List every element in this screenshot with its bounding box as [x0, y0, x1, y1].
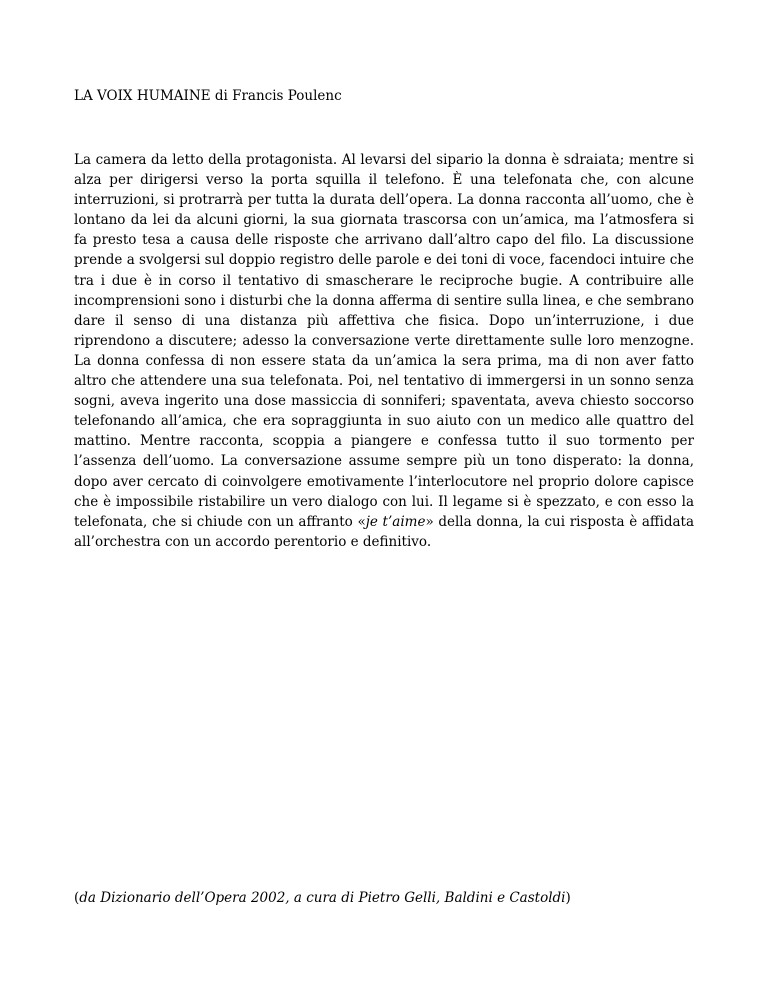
citation-paren-close: )	[565, 890, 571, 906]
quote-je-taime: je t’aime	[365, 513, 426, 530]
quote-open-mark: «	[357, 513, 366, 530]
quote-close-mark: »	[425, 513, 434, 530]
document-title: LA VOIX HUMAINE di Francis Poulenc	[74, 88, 342, 104]
source-citation	[74, 888, 571, 908]
synopsis-text: La camera da letto della protagonista. Al levarsi del sipario la donna è sdraiata; mentre si alza per dirigersi verso la porta squilla il telefono. È una telefonata che, con alcune interruzioni, si protrarrà per tutta la durata dell’opera. La donna racconta all’uomo, che è lontano da lei da alcuni giorni, la sua giornata trascorsa con un’amica, ma l’atmosfera si fa presto tesa a causa delle risposte che arrivano dall’altro capo del filo. La discussione prende a svolgersi sul doppio registro delle parole e dei toni di voce, facendoci intuire che tra i due è in corso il tentativo di smascherare le reciproche bugie. A contribuire alle incomprensioni sono i disturbi che la donna afferma di sentire sulla linea, e che sembrano dare il senso di una distanza più affettiva che fisica. Dopo un’interruzione, i due riprendono a discutere; adesso la conversazione verte direttamente sulle loro menzogne. La donna confessa di non essere stata da un’amica la sera prima, ma di non aver fatto altro che attendere una sua telefonata. Poi, nel tentativo di immergersi in un sonno senza sogni, aveva ingerito una dose massiccia di sonniferi; spaventata, aveva chiesto soccorso telefonando all’amica, che era sopraggiunta in suo aiuto con un medico alle quattro del mattino. Mentre racconta, scoppia a piangere e confessa tutto il suo tormento per l’assenza dell’uomo. La conversazione assume sempre più un tono disperato: la donna, dopo aver cercato di coinvolgere emotivamente l’interlocutore nel proprio dolore capisce che è impossibile ristabilire un vero dialogo con lui. Il legame si è spezzato, e con esso la telefonata, che si chiude con un affranto	[74, 152, 694, 530]
synopsis-text-end: della donna, la cui risposta è affidata all’orchestra con un accordo perentorio e definitivo.	[74, 513, 694, 550]
synopsis-paragraph	[74, 150, 694, 552]
citation-text: da Dizionario dell’Opera 2002, a cura di Pietro Gelli, Baldini e Castoldi	[79, 890, 566, 906]
citation-paren-open: (	[74, 890, 80, 906]
